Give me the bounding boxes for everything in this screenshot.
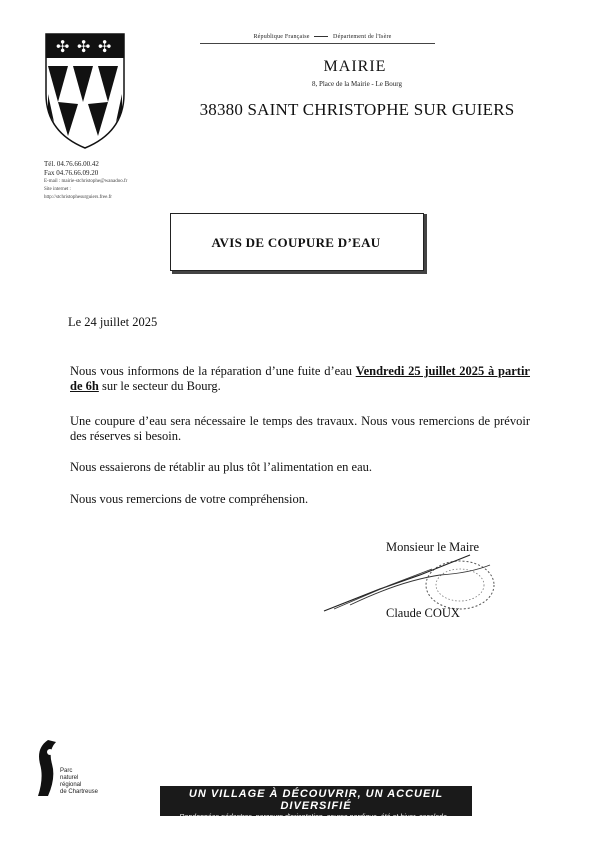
website-label: Site internet : <box>44 187 71 192</box>
paragraph-restore: Nous essaierons de rétablir au plus tôt l’alimentation en eau. <box>70 460 372 474</box>
republic-label: République Française <box>253 34 310 40</box>
mairie-city: 38380 SAINT CHRISTOPHE SUR GUIERS <box>199 100 515 119</box>
notice-box-shadow <box>424 214 427 274</box>
paragraph-thanks: Nous vous remercions de votre compréhension. <box>70 492 309 506</box>
website-url: http://stchristophesurguiers.free.fr <box>44 195 112 200</box>
banner-activities: Randonnées pédestres, parcours d'orientation, course nordique, été et hiver, escalade... <box>179 814 453 821</box>
notice-title: AVIS DE COUPURE D’EAU <box>211 235 381 250</box>
footer-banner <box>160 786 472 821</box>
separator <box>314 36 328 37</box>
chartreuse-park-text <box>60 768 98 796</box>
notice-box-shadow <box>172 271 427 274</box>
mairie-address: 8, Place de la Mairie - Le Bourg <box>311 80 403 88</box>
paragraph-text: sur le secteur du Bourg. <box>98 379 221 393</box>
coat-of-arms-logo <box>44 32 126 150</box>
fax-number: Fax 04.76.66.09.20 <box>44 169 99 177</box>
banner-slogan: UN VILLAGE À DÉCOUVRIR, UN ACCUEIL DIVERSIFIÉ <box>188 788 444 812</box>
contact-block <box>44 160 127 202</box>
svg-text:✣: ✣ <box>56 37 70 56</box>
phone-number: Tél. 04.76.66.00.42 <box>44 160 99 168</box>
svg-text:✣: ✣ <box>77 37 91 56</box>
header-rule <box>200 43 435 44</box>
paragraph-repair <box>70 364 530 394</box>
pnr-line: de Chartreuse <box>60 789 99 795</box>
paragraph-text: Nous vous informons de la réparation d’une fuite d’eau <box>70 364 356 378</box>
header-top-line <box>205 34 440 40</box>
signatory-title: Monsieur le Maire <box>386 540 480 554</box>
pnr-line: Parc <box>60 768 73 774</box>
highlighted-date: Vendredi 25 juillet 2025 à partir de 6h <box>70 364 530 393</box>
svg-text:✣: ✣ <box>98 37 112 56</box>
letter-date: Le 24 juillet 2025 <box>68 315 158 329</box>
pnr-line: régional <box>60 782 82 788</box>
pnr-line: naturel <box>60 775 79 781</box>
signatory-name: Claude COUX <box>386 606 460 620</box>
department-label: Département de l'Isère <box>333 34 392 40</box>
email-address: E-mail : mairie-stchristophe@wanadoo.fr <box>44 179 128 184</box>
mairie-title: MAIRIE <box>323 58 387 75</box>
paragraph-water-cut: Une coupure d’eau sera nécessaire le temps des travaux. Nous vous remercions de prévoir des réserves si besoin. <box>70 414 530 443</box>
